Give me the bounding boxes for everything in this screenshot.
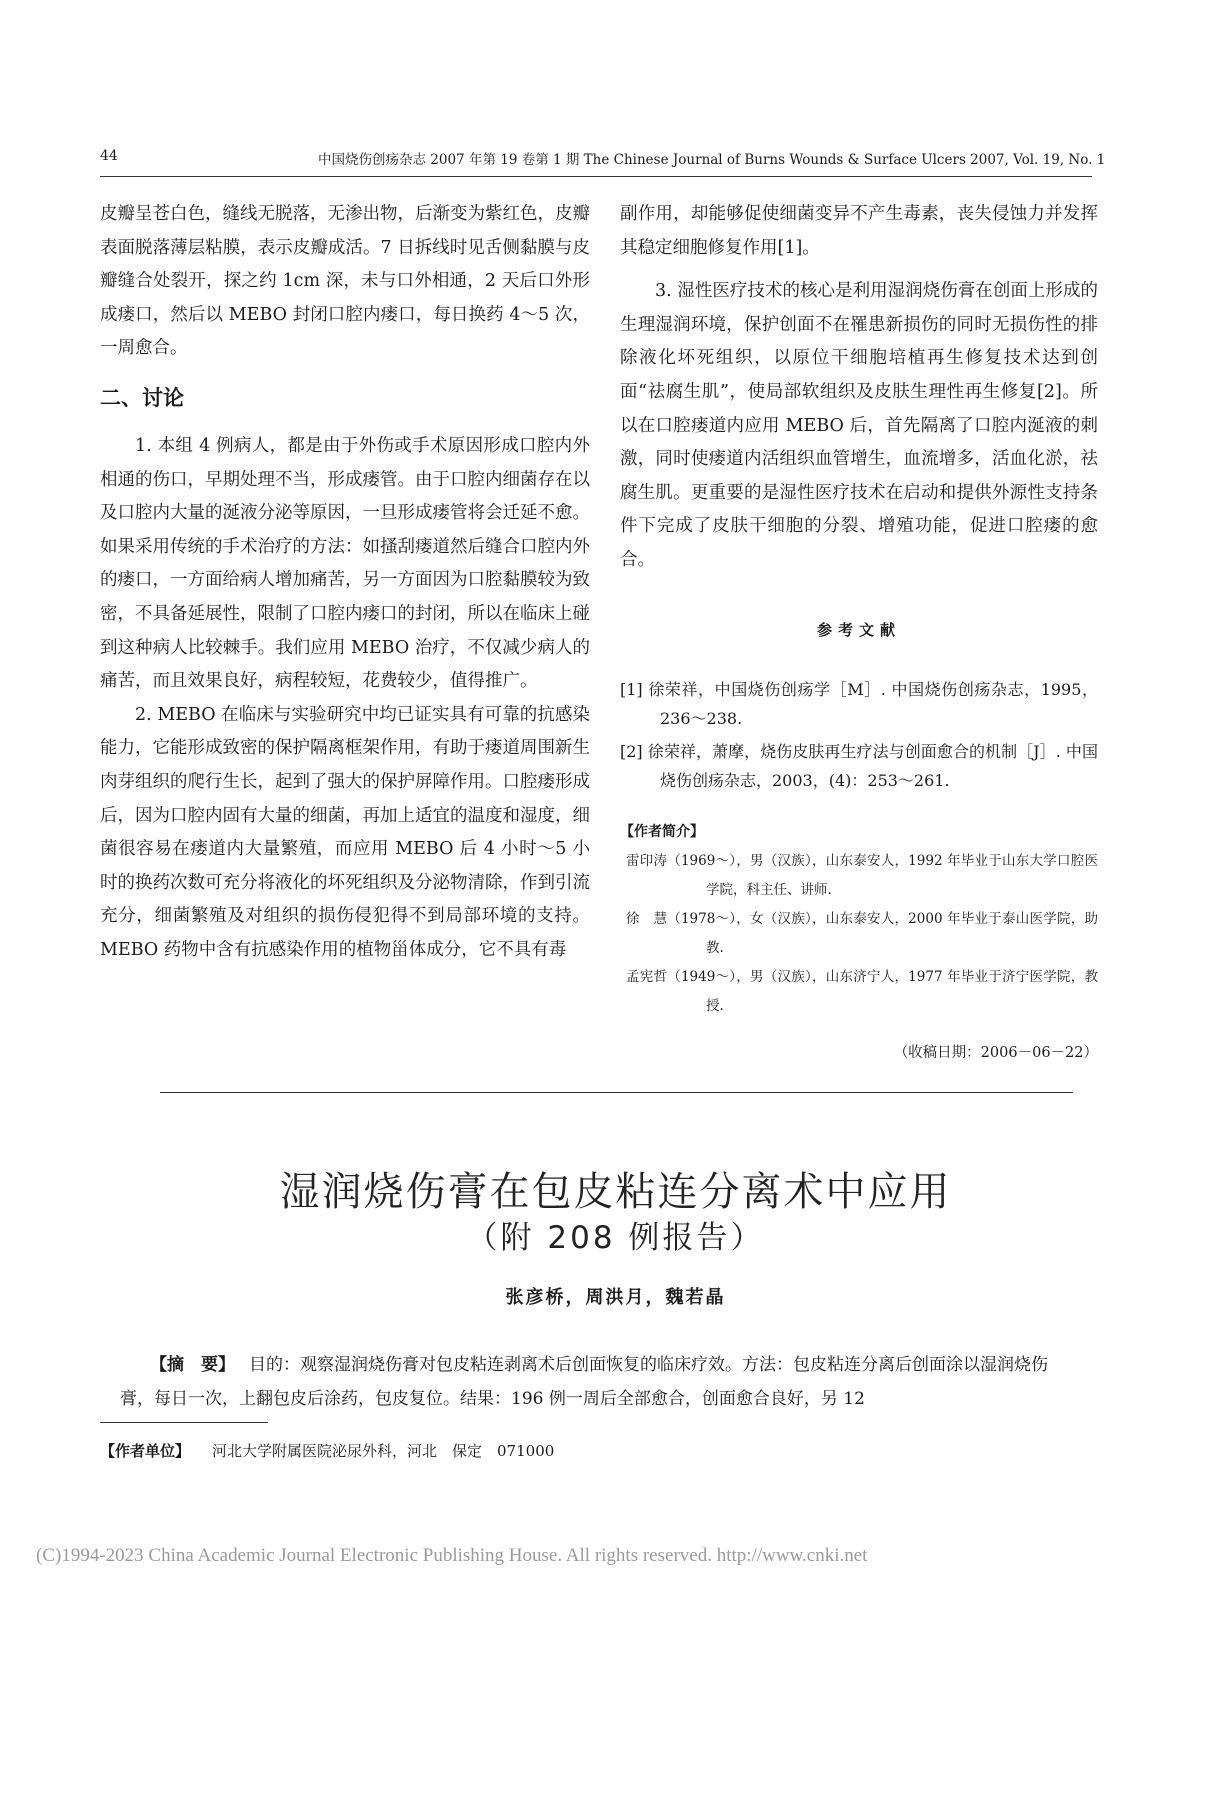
journal-header: 中国烧伤创疡杂志 2007 年第 19 卷第 1 期 The Chinese Journal of Burns Wounds & Surface Ulcers 2007, Vol. 19, No. 1 bbox=[318, 152, 1106, 168]
author-bio: 徐 慧（1978～），女（汉族），山东泰安人，2000 年毕业于泰山医学院，助教. bbox=[626, 911, 1098, 957]
author-bio-heading: 【作者简介】 bbox=[620, 824, 704, 841]
affiliation bbox=[100, 1440, 554, 1461]
affiliation-label: 【作者单位】 bbox=[100, 1442, 191, 1460]
article-subtitle: （附 208 例报告） bbox=[466, 1220, 765, 1256]
article-title: 湿润烧伤膏在包皮粘连分离术中应用 bbox=[279, 1169, 952, 1215]
abstract bbox=[120, 1348, 1080, 1416]
received-date: （收稿日期：2006－06－22） bbox=[893, 1045, 1098, 1062]
article-authors: 张彦桥，周洪月，魏若晶 bbox=[505, 1287, 726, 1308]
footnote-rule bbox=[100, 1422, 268, 1423]
abstract-label: 【摘 要】 bbox=[150, 1355, 235, 1375]
copyright-footer: (C)1994-2023 China Academic Journal Electronic Publishing House. All rights reserved. http://www.cnki.net bbox=[36, 1545, 868, 1566]
right-column bbox=[620, 198, 1098, 1071]
article-divider bbox=[160, 1092, 1073, 1093]
reference-item: [2] 徐荣祥，萧摩，烧伤皮肤再生疗法与创面愈合的机制［J］. 中国烧伤创疡杂志，2003，(4)：253～261. bbox=[620, 742, 1098, 791]
paragraph: 副作用，却能够促使细菌变异不产生毒素，丧失侵蚀力并发挥其稳定细胞修复作用[1]。 bbox=[620, 204, 1098, 258]
references-heading: 参考文献 bbox=[816, 620, 901, 639]
paragraph: 3. 湿性医疗技术的核心是利用湿润烧伤膏在创面上形成的生理湿润环境，保护创面不在罹患新损伤的同时无损伤性的排除液化坏死组织，以原位干细胞培植再生修复技术达到创面“祛腐生肌”，使局部软组织及皮肤生理性再生修复[2]。所以在口腔瘘道内应用 MEBO 后，首先隔离了口腔内涎液的刺激，同时使瘘道内活组织血管增生，血流增多，活血化淤，祛腐生肌。更重要的是湿性医疗技术在启动和提供外源性支持条件下完成了皮肤干细胞的分裂、增殖功能，促进口腔瘘的愈合。 bbox=[620, 281, 1098, 570]
author-bio: 孟宪哲（1949～），男（汉族），山东济宁人，1977 年毕业于济宁医学院，教授. bbox=[626, 969, 1098, 1015]
affiliation-text: 河北大学附属医院泌尿外科，河北 保定 071000 bbox=[212, 1442, 555, 1460]
left-column bbox=[100, 198, 590, 967]
paragraph: 2. MEBO 在临床与实验研究中均已证实具有可靠的抗感染能力，它能形成致密的保护隔离框架作用，有助于瘘道周围新生肉芽组织的爬行生长，起到了强大的保护屏障作用。口腔瘘形成后，因为口腔内固有大量的细菌，再加上适宜的温度和湿度，细菌很容易在瘘道内大量繁殖，而应用 MEBO 后 4 小时～5 小时的换药次数可充分将液化的坏死组织及分泌物清除，作到引流充分，细菌繁殖及对组织的损伤侵犯得不到局部环境的支持。MEBO 药物中含有抗感染作用的植物甾体成分，它不具有毒 bbox=[100, 704, 590, 960]
paragraph: 1. 本组 4 例病人，都是由于外伤或手术原因形成口腔内外相通的伤口，早期处理不当，形成瘘管。由于口腔内细菌存在以及口腔内大量的涎液分泌等原因，一旦形成瘘管将会迁延不愈。如果采用传统的手术治疗的方法：如搔刮瘘道然后缝合口腔内外的瘘口，一方面给病人增加痛苦，另一方面因为口腔黏膜较为致密，不具备延展性，限制了口腔内瘘口的封闭，所以在临床上碰到这种病人比较棘手。我们应用 MEBO 治疗，不仅减少病人的痛苦，而且效果良好，病程较短，花费较少，值得推广。 bbox=[100, 435, 590, 692]
reference-item: [1] 徐荣祥，中国烧伤创疡学［M］. 中国烧伤创疡杂志，1995，236～238. bbox=[620, 680, 1098, 729]
author-bio: 雷印涛（1969～），男（汉族），山东泰安人，1992 年毕业于山东大学口腔医学院，科主任、讲师. bbox=[626, 853, 1098, 899]
abstract-text: 目的：观察湿润烧伤膏对包皮粘连剥离术后创面恢复的临床疗效。方法：包皮粘连分离后创面涂以湿润烧伤膏，每日一次，上翻包皮后涂药，包皮复位。结果：196 例一周后全部愈合，创面愈合良好，另 12 bbox=[120, 1355, 1048, 1409]
section-title: 二、讨论 bbox=[100, 385, 184, 410]
header-rule bbox=[100, 176, 1092, 177]
paragraph: 皮瓣呈苍白色，缝线无脱落，无渗出物，后渐变为紫红色，皮瓣表面脱落薄层粘膜，表示皮瓣成活。7 日拆线时见舌侧黏膜与皮瓣缝合处裂开，探之约 1cm 深，未与口外相通，2 天后口外形成瘘口，然后以 MEBO 封闭口腔内瘘口，每日换药 4～5 次，一周愈合。 bbox=[100, 204, 590, 359]
page-number: 44 bbox=[100, 148, 118, 164]
